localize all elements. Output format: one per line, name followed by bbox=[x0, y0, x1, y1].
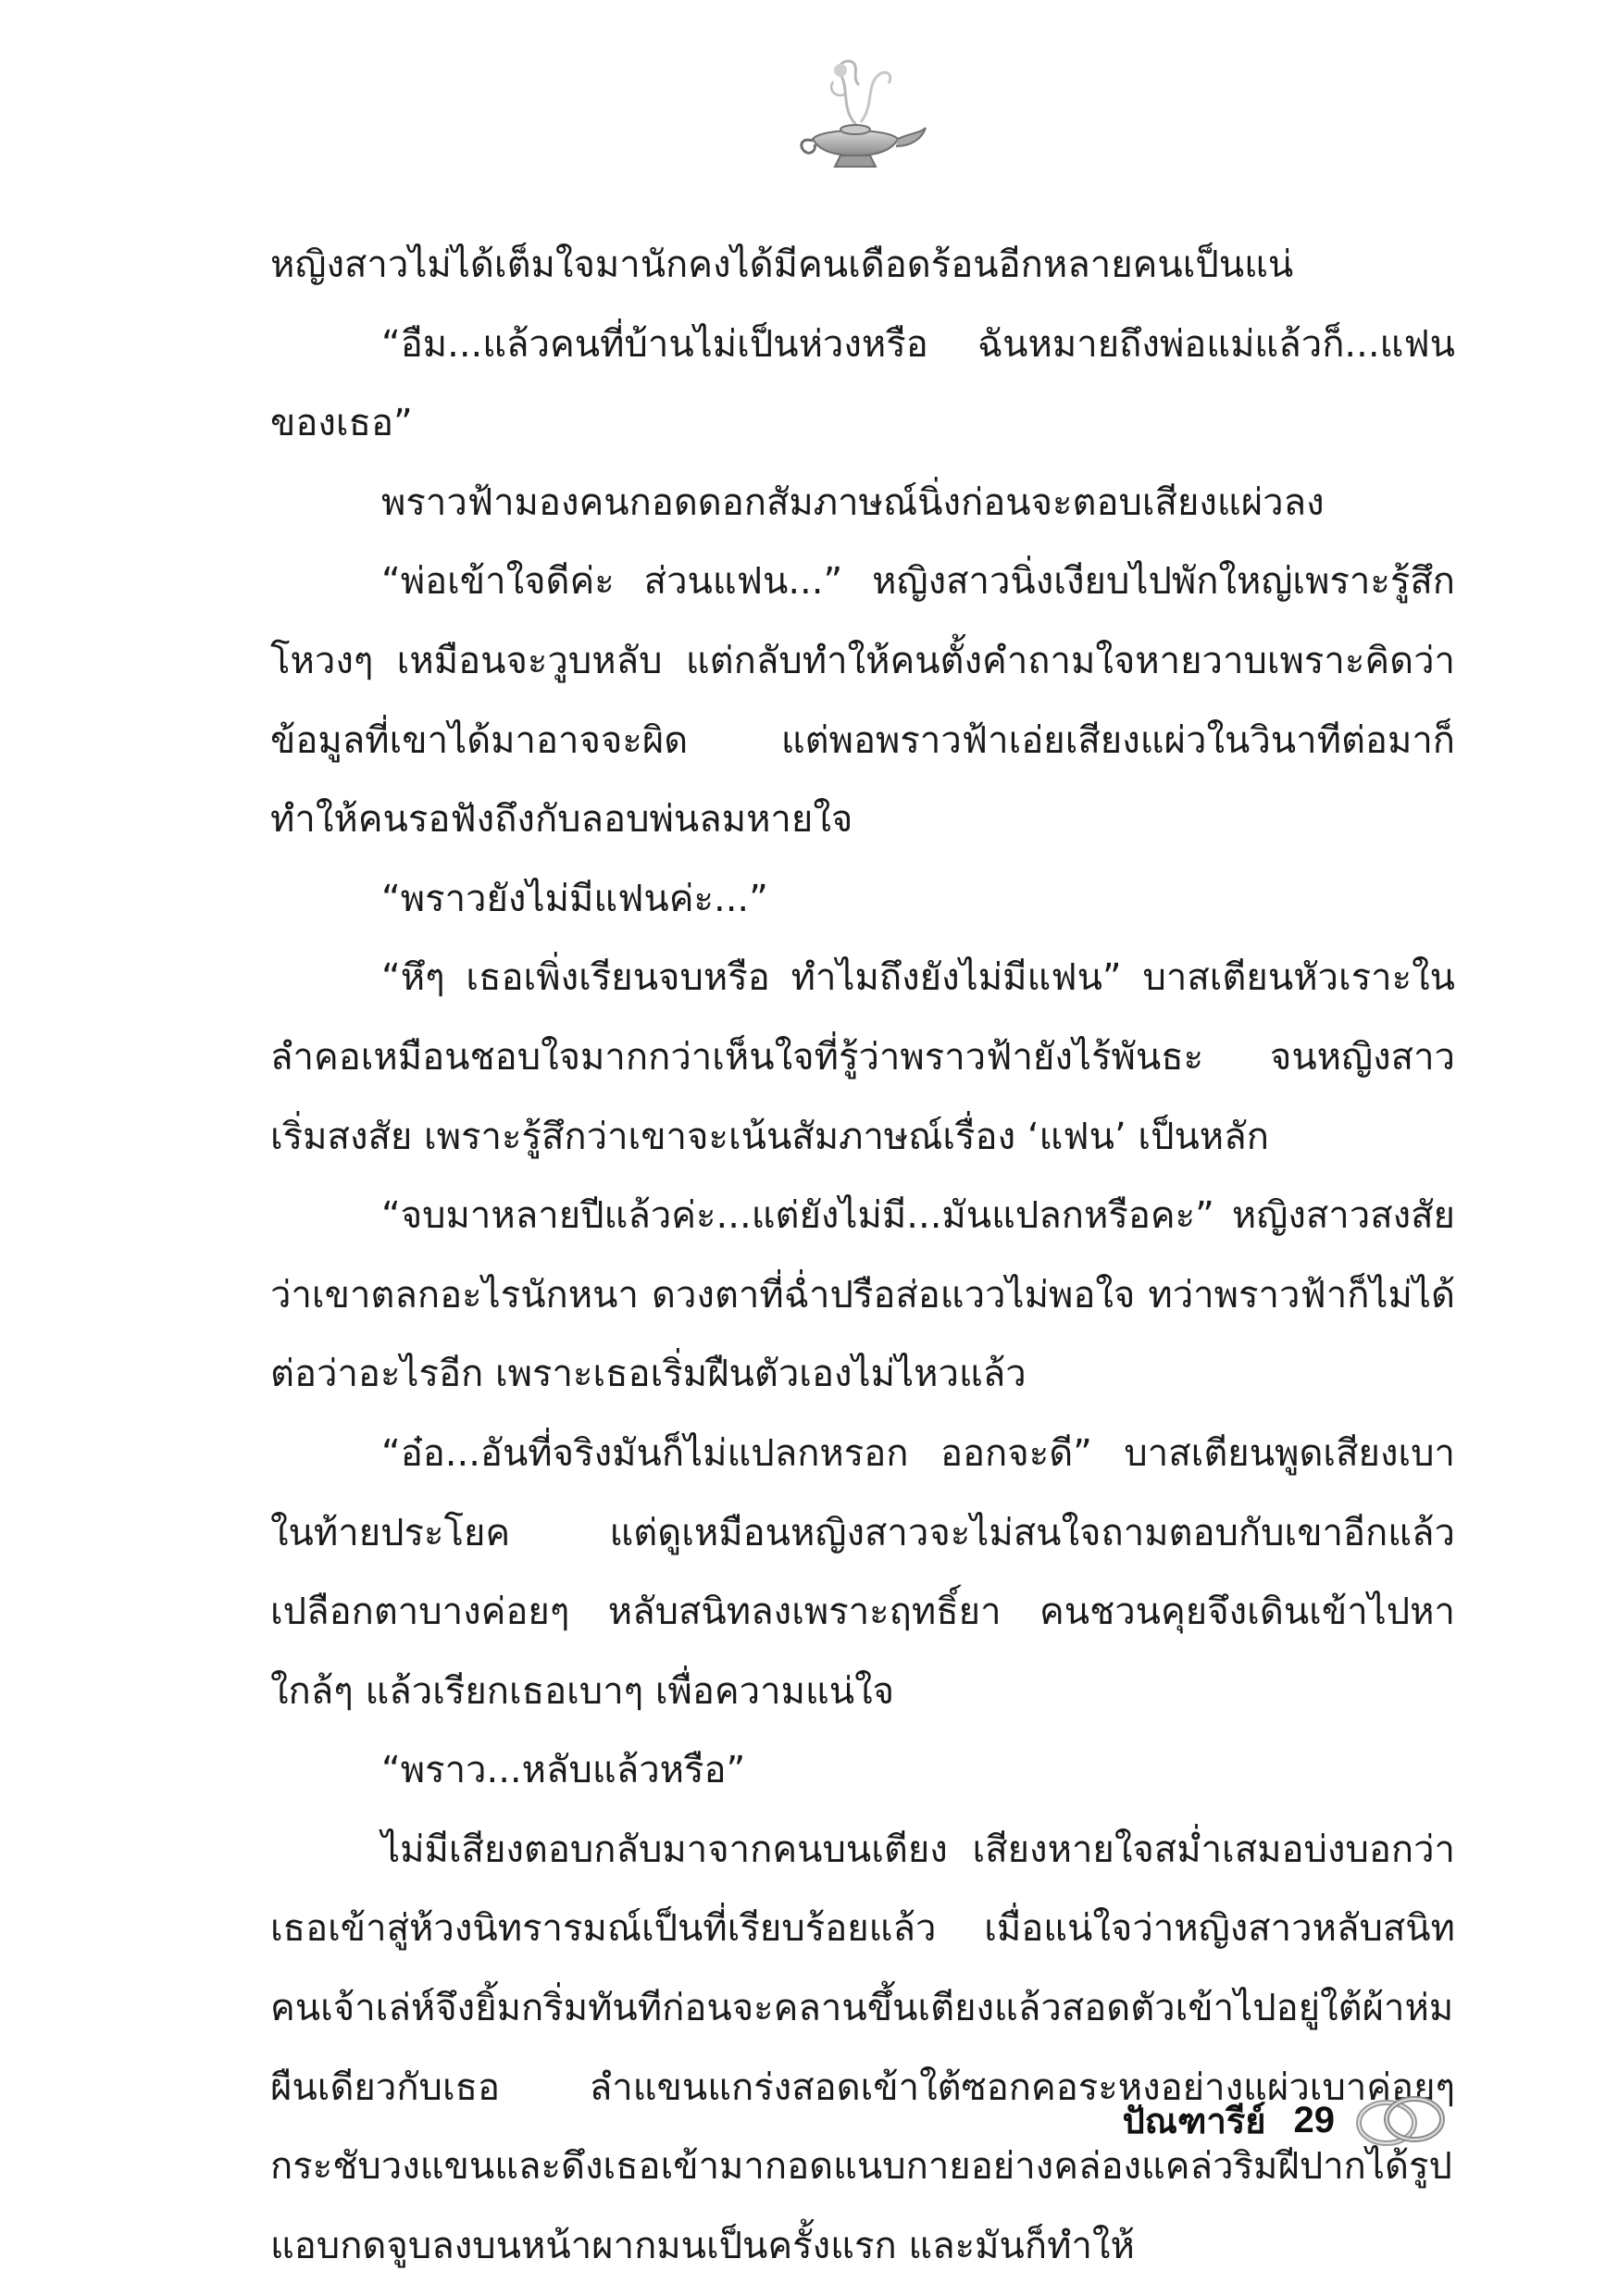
paragraph: “พ่อเข้าใจดีค่ะ ส่วนแฟน...” หญิงสาวนิ่งเงียบไปพักใหญ่เพราะรู้สึกโหวงๆ เหมือนจะวูบหลับ แต่กลับทำให้คนตั้งคำถามใจหายวาบเพราะคิดว่าข้อมูลที่เขาได้มาอาจจะผิด แต่พอพราวฟ้าเอ่ยเสียงแผ่วในวินาทีต่อมาก็ทำให้คนรอฟังถึงกับลอบพ่นลมหายใจ bbox=[270, 560, 1455, 842]
page-footer bbox=[1123, 2083, 1451, 2157]
author-name: ปัณฑารีย์ bbox=[1122, 2100, 1266, 2141]
paragraph: พราวฟ้ามองคนกอดดอกสัมภาษณ์นิ่งก่อนจะตอบเสียงแผ่วลง bbox=[381, 480, 1325, 524]
paragraph: หญิงสาวไม่ได้เต็มใจมานักคงได้มีคนเดือดร้อนอีกหลายคนเป็นแน่ bbox=[270, 243, 1294, 286]
genie-lamp-ornament-icon bbox=[785, 54, 933, 174]
paragraph: “หึๆ เธอเพิ่งเรียนจบหรือ ทำไมถึงยังไม่มีแฟน” บาสเตียนหัวเราะในลำคอเหมือนชอบใจมากกว่าเห็นใจที่รู้ว่าพราวฟ้ายังไร้พันธะ จนหญิงสาวเริ่มสงสัย เพราะรู้สึกว่าเขาจะเน้นสัมภาษณ์เรื่อง ‘แฟน’ เป็นหลัก bbox=[270, 956, 1455, 1158]
paragraph: ไม่มีเสียงตอบกลับมาจากคนบนเตียง เสียงหายใจสม่ำเสมอบ่งบอกว่าเธอเข้าสู่ห้วงนิทรารมณ์เป็นที่เรียบร้อยแล้ว เมื่อแน่ใจว่าหญิงสาวหลับสนิทคนเจ้าเล่ห์จึงยิ้มกริ่มทันทีก่อนจะคลานขึ้นเตียงแล้วสอดตัวเข้าไปอยู่ใต้ผ้าห่มผืนเดียวกับเธอ ลำแขนแกร่งสอดเข้าใต้ซอกคอระหงอย่างแผ่วเบาค่อยๆ กระชับวงแขนและดึงเธอเข้ามากอดแนบกายอย่างคล่องแคล่วริมฝีปากได้รูปแอบกดจูบลงบนหน้าผากมนเป็นครั้งแรก และมันก็ทำให้ bbox=[270, 1828, 1455, 2267]
paragraph: “จบมาหลายปีแล้วค่ะ...แต่ยังไม่มี...มันแปลกหรือคะ” หญิงสาวสงสัยว่าเขาตลกอะไรนักหนา ดวงตาที่ฉ่ำปรือส่อแววไม่พอใจ ทว่าพราวฟ้าก็ไม่ได้ต่อว่าอะไรอีก เพราะเธอเริ่มฝืนตัวเองไม่ไหวแล้ว bbox=[270, 1194, 1455, 1396]
paragraph: “พราว...หลับแล้วหรือ” bbox=[381, 1749, 746, 1792]
paragraph: “พราวยังไม่มีแฟนค่ะ...” bbox=[381, 877, 768, 920]
page-number: 29 bbox=[1293, 2099, 1335, 2140]
paragraph: “อ๋อ...อันที่จริงมันก็ไม่แปลกหรอก ออกจะดี” บาสเตียนพูดเสียงเบาในท้ายประโยค แต่ดูเหมือนหญิงสาวจะไม่สนใจถามตอบกับเขาอีกแล้ว เปลือกตาบางค่อยๆ หลับสนิทลงเพราะฤทธิ์ยา คนชวนคุยจึงเดินเข้าไปหาใกล้ๆ แล้วเรียกเธอเบาๆ เพื่อความแน่ใจ bbox=[270, 1431, 1455, 1713]
body-text bbox=[270, 226, 1455, 2286]
rings-ornament-icon bbox=[1350, 2088, 1451, 2152]
paragraph: “อืม...แล้วคนที่บ้านไม่เป็นห่วงหรือ ฉันหมายถึงพ่อแม่แล้วก็...แฟนของเธอ” bbox=[270, 322, 1455, 445]
